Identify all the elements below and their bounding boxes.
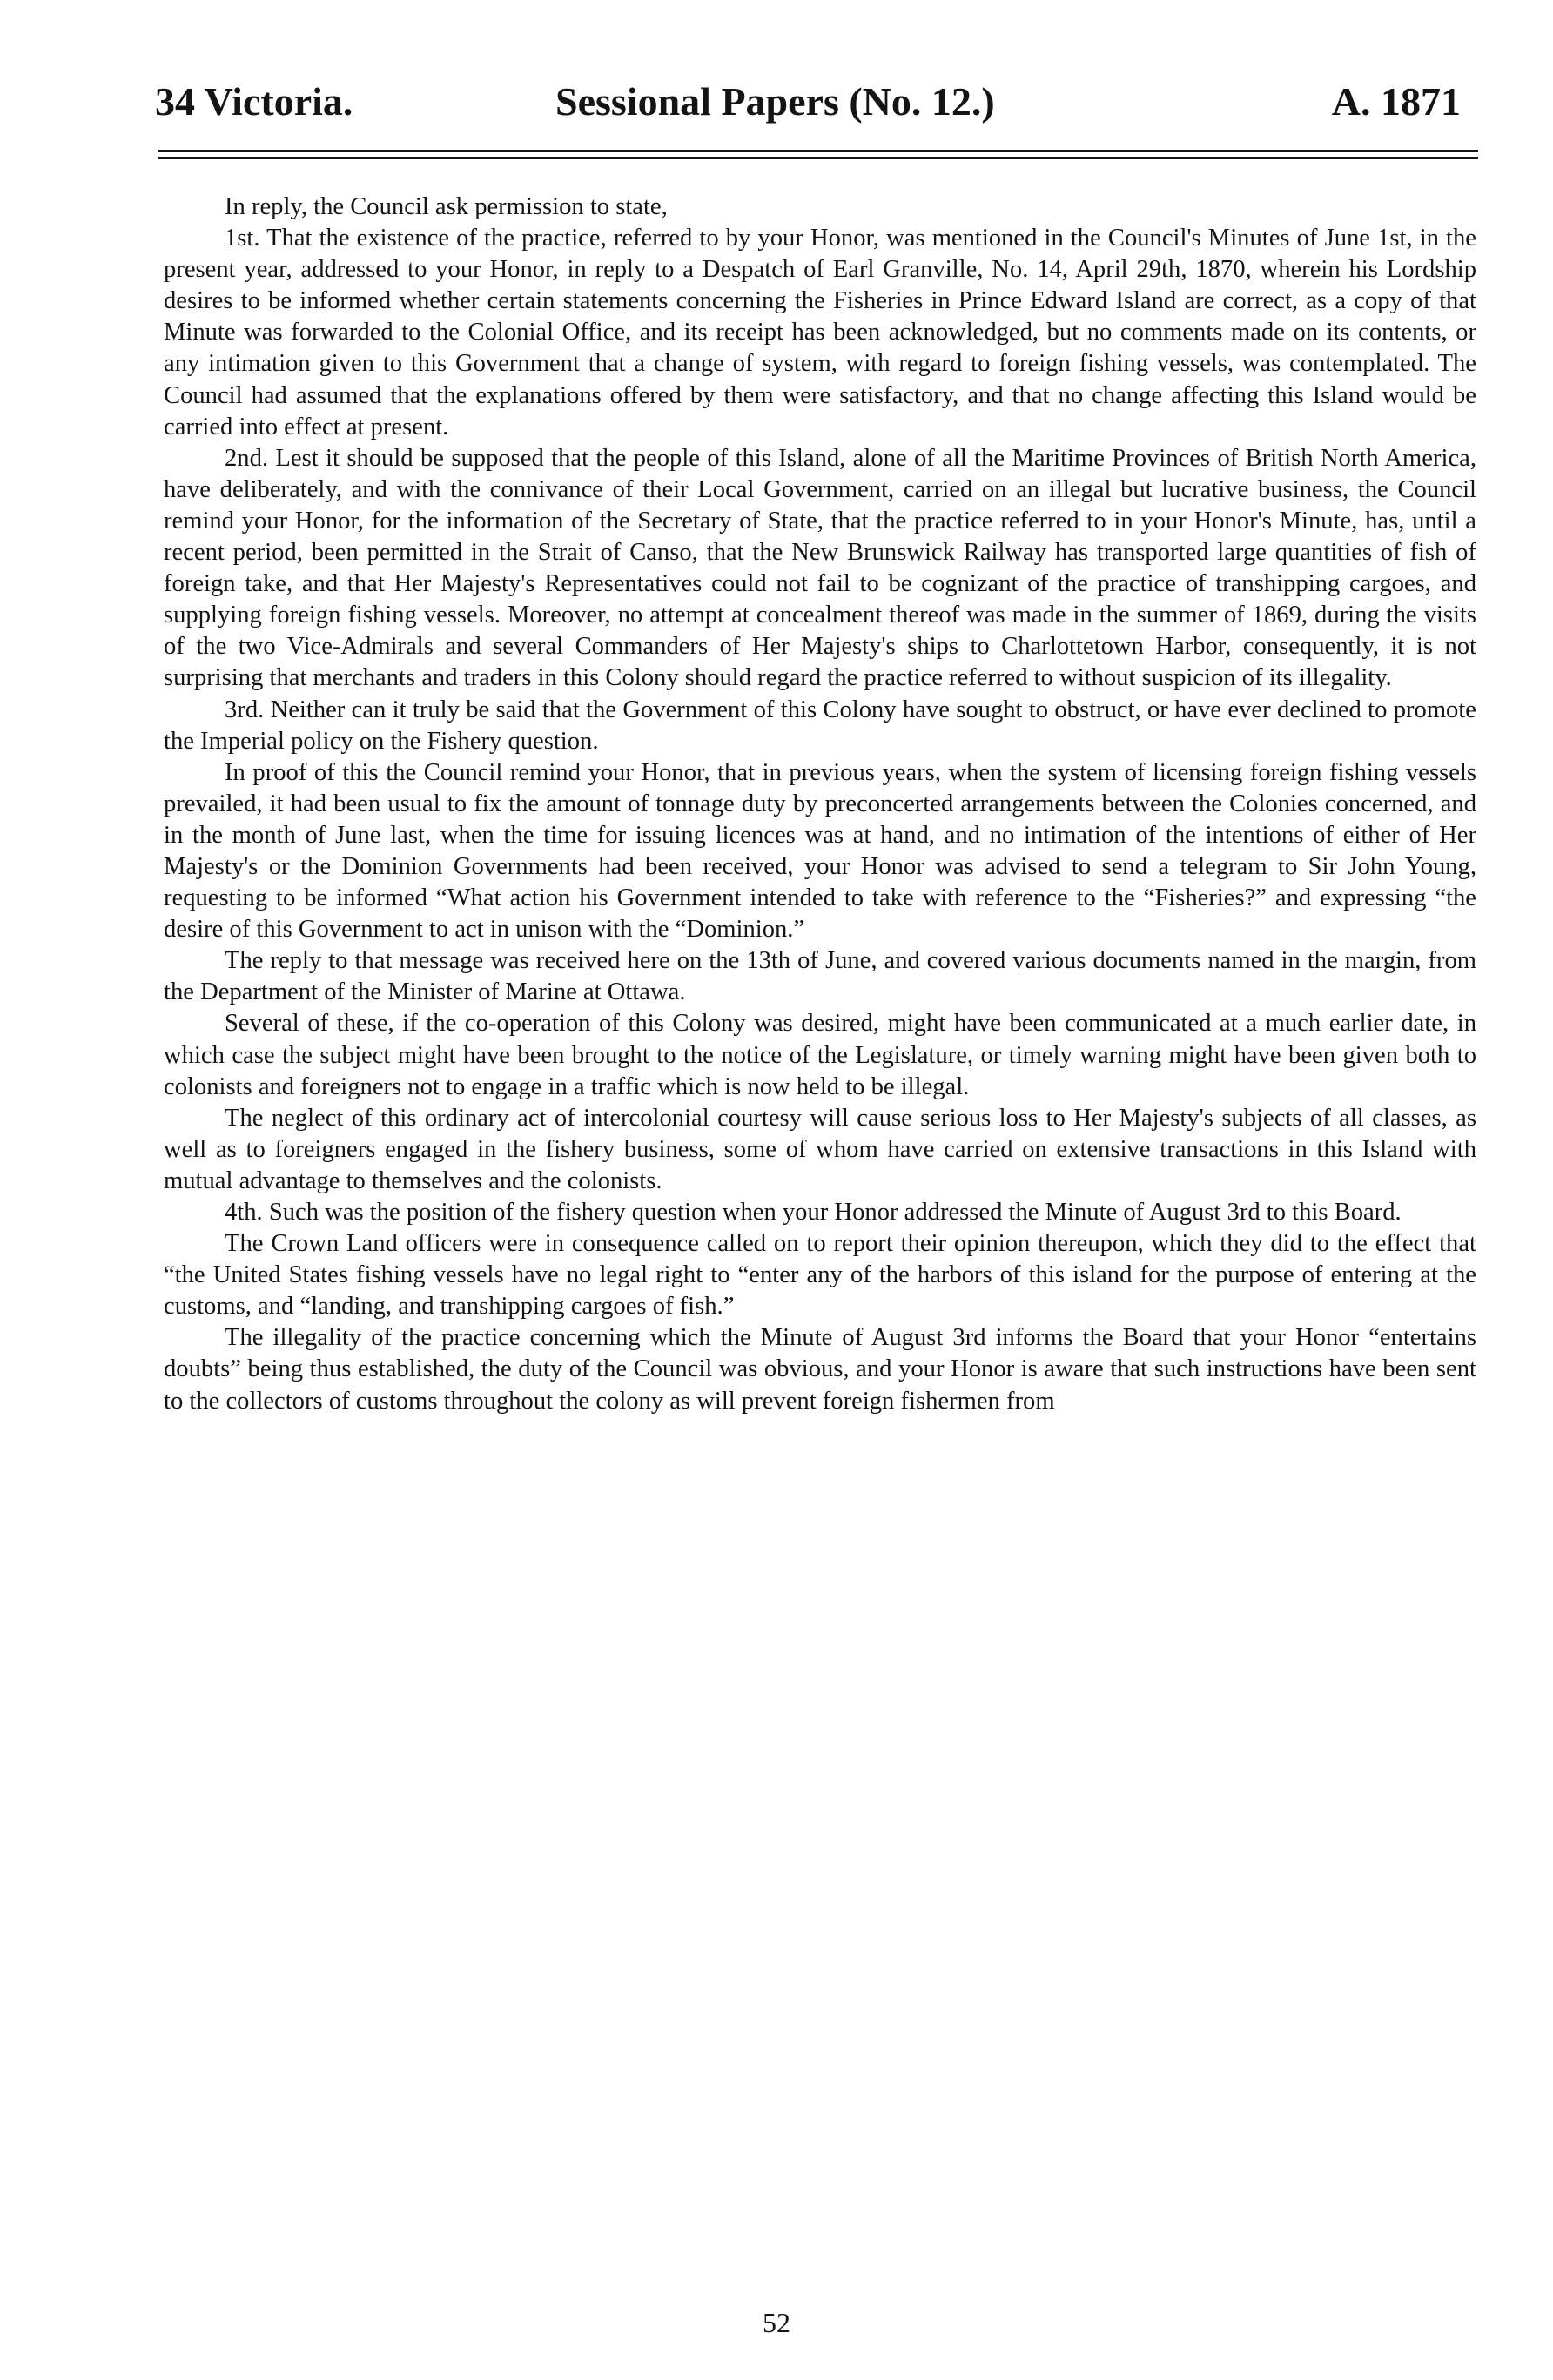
- header-title: Sessional Papers (No. 12.): [555, 79, 995, 124]
- paragraph-neglect: The neglect of this ordinary act of intercolonial courtesy will cause serious loss to Her Majesty's subjects of all classes, as well as to foreigners engaged in the fishery business, some of whom have carried on extensive transactions in this Island with mutual advantage to themselves and the colonists.: [164, 1104, 1476, 1194]
- paragraph-fourth: 4th. Such was the position of the fishery question when your Honor addressed the Minute of August 3rd to this Board.: [225, 1199, 1402, 1226]
- paragraph-reply: The reply to that message was received here on the 13th of June, and covered various documents named in the margin, from the Department of the Minister of Marine at Ottawa.: [164, 947, 1476, 1006]
- header-rule-top: [158, 150, 1478, 152]
- paragraph-illegality: The illegality of the practice concerning which the Minute of August 3rd informs the Board that your Honor “entertains doubts” being thus established, the duty of the Council was obvious, and your Honor is aware that such instructions have been sent to the collectors of customs throughout the colony as will prevent foreign fishermen from: [164, 1324, 1476, 1415]
- paragraph-third: 3rd. Neither can it truly be said that the Government of this Colony have sought to obstruct, or have ever declined to promote the Imperial policy on the Fishery question.: [164, 696, 1476, 755]
- header-volume: 34 Victoria.: [155, 79, 353, 124]
- paragraph-several: Several of these, if the co-operation of this Colony was desired, might have been communicated at a much earlier date, in which case the subject might have been brought to the notice of the Legislature, or timely warning might have been given both to colonists and foreigners not to engage in a traffic which is now held to be illegal.: [164, 1010, 1476, 1100]
- header-rule-bottom: [158, 157, 1478, 159]
- paragraph-proof: In proof of this the Council remind your Honor, that in previous years, when the system of licensing foreign fishing vessels prevailed, it had been usual to fix the amount of tonnage duty by preconcerted arrangements between the Colonies concerned, and in the month of June last, when the time for issuing licences was at hand, and no intimation of the intentions of either of Her Majesty's or the Dominion Governments had been received, your Honor was advised to send a telegram to Sir John Young, requesting to be informed “What action his Government intended to take with reference to the “Fisheries?” and expressing “the desire of this Government to act in unison with the “Dominion.”: [164, 758, 1476, 944]
- header-year: A. 1871: [1331, 79, 1461, 124]
- paragraph-second: 2nd. Lest it should be supposed that the people of this Island, alone of all the Maritime Provinces of British North America, have deliberately, and with the connivance of their Local Government, carried on an illegal but lucrative business, the Council remind your Honor, for the information of the Secretary of State, that the practice referred to in your Honor's Minute, has, until a recent period, been permitted in the Strait of Canso, that the New Brunswick Railway has transported large quantities of fish of foreign take, and that Her Majesty's Representatives could not fail to be cognizant of the practice of transhipping cargoes, and supplying foreign fishing vessels. Moreover, no attempt at concealment thereof was made in the summer of 1869, during the visits of the two Vice-Admirals and several Commanders of Her Majesty's ships to Charlottetown Harbor, consequently, it is not surprising that merchants and traders in this Colony should regard the practice referred to without suspicion of its illegality.: [164, 444, 1476, 692]
- paragraph-first: 1st. That the existence of the practice, referred to by your Honor, was mentioned in the Council's Minutes of June 1st, in the present year, addressed to your Honor, in reply to a Despatch of Earl Granville, No. 14, April 29th, 1870, wherein his Lordship desires to be informed whether certain statements concerning the Fisheries in Prince Edward Island are correct, as a copy of that Minute was forwarded to the Colonial Office, and its receipt has been acknowledged, but no comments made on its contents, or any intimation given to this Government that a change of system, with regard to foreign fishing vessels, was contemplated. The Council had assumed that the explanations offered by them were satisfactory, and that no change affecting this Island would be carried into effect at present.: [164, 225, 1476, 440]
- paragraph-crown-land: The Crown Land officers were in consequence called on to report their opinion thereupon, which they did to the effect that “the United States fishing vessels have no legal right to “enter any of the harbors of this island for the purpose of entering at the customs, and “landing, and transhipping cargoes of fish.”: [164, 1230, 1476, 1321]
- page-number: 52: [763, 2307, 790, 2338]
- body-text: [164, 192, 1476, 1417]
- page-header: [155, 71, 1461, 132]
- paragraph-intro: In reply, the Council ask permission to state,: [225, 193, 668, 220]
